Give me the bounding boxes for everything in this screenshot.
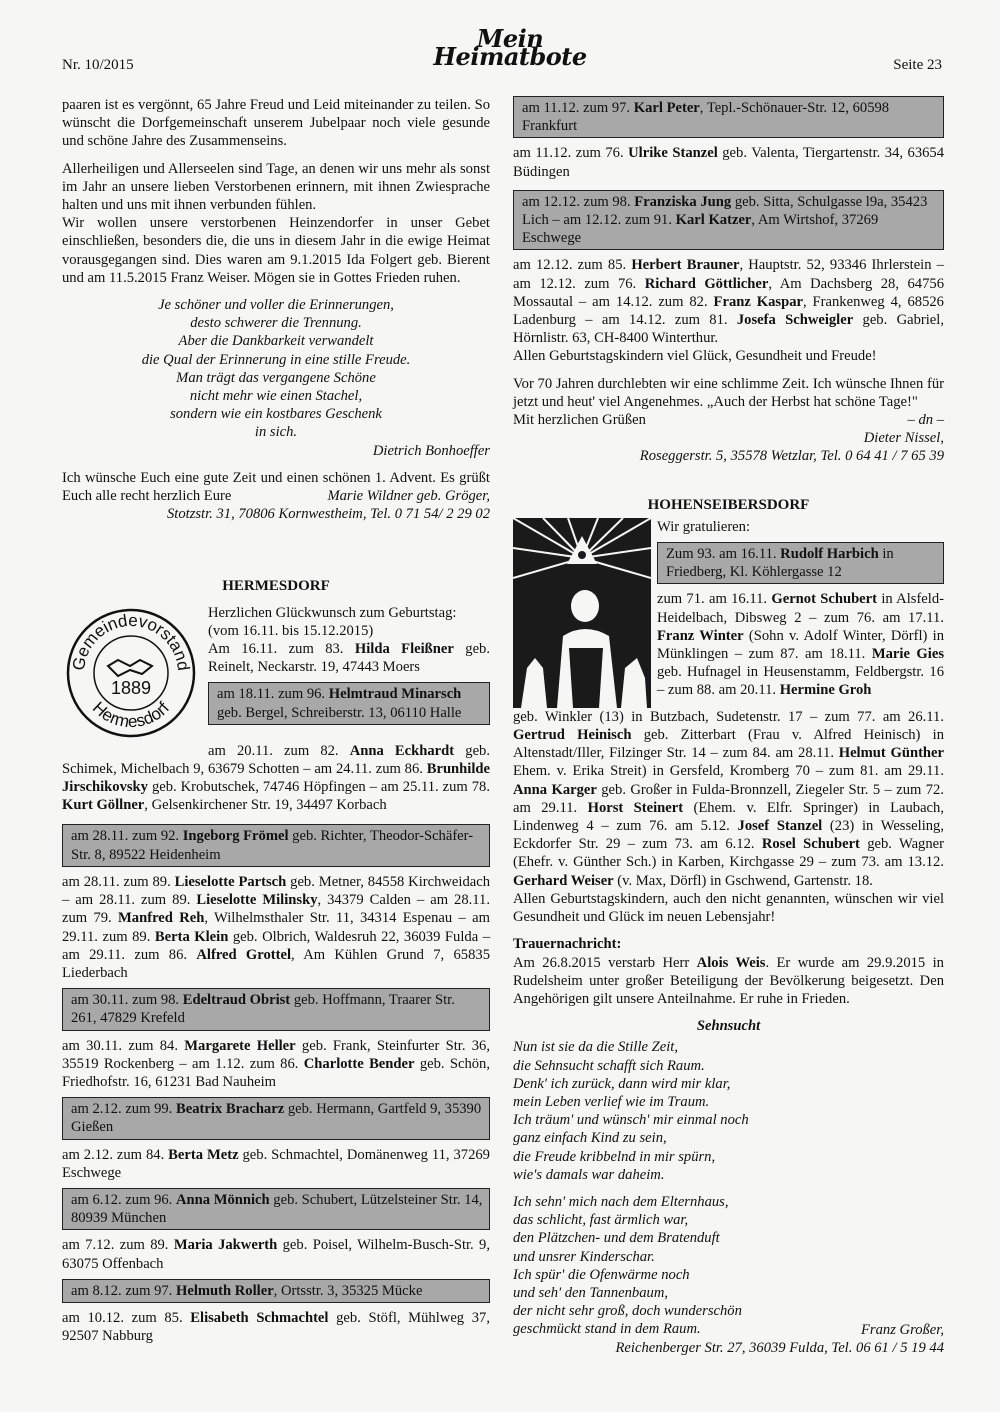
list-item: am 28.11. zum 89. Lieselotte Partsch geb. Metner, 84558 Kirchweidach – am 28.11. zum 89. Lieselotte Milinsky, 34379 Calden – am 28.11. zum 79. Manfred Reh, Wilhelmsthaler Str. 11, 34314 Espenau – am 29.11. zum 89. Berta Klein geb. Olbrich, Waldesruh 22, 36039 Fulda – am 29.11. zum 86. Alfred Grottel, Am Kühlen Grund 7, 65835 Liederbach <box>62 873 491 981</box>
section-heading: HERMESDORF <box>222 578 330 595</box>
highlight-box: am 11.12. zum 97. Karl Peter, Tepl.-Schönauer-Str. 12, 60598 Frankfurt <box>513 96 944 138</box>
page-number: Seite 23 <box>893 57 942 73</box>
hohenseibersdorf-intro <box>513 518 944 708</box>
obituary-text: Am 26.8.2015 verstarb Herr Alois Weis. Er wurde am 29.9.2015 in Rudelsheim unter großer Beteiligung der Bevölkerung beigesetzt. Den Angehörigen gilt unsere Anteilnahme. Er ruhe in Frieden. <box>513 954 944 1007</box>
section-heading: HOHENSEIBERSDORF <box>647 496 810 513</box>
paragraph: Ich wünsche Euch eine gute Zeit und einen schönen 1. Advent. Es grüßt Euch alle recht herzlich Eure Marie Wildner geb. Gröger, <box>62 469 490 505</box>
seal-top-text: Gemeindevorstand <box>68 610 194 672</box>
poem-line: in sich. <box>254 424 298 441</box>
poem-line: die Qual der Erinnerung in eine stille Freude. <box>141 351 411 368</box>
address: Reichenberger Str. 27, 36039 Fulda, Tel. 06 61 / 5 19 44 <box>615 1339 944 1356</box>
obituary-heading: Trauernachricht: <box>513 936 622 953</box>
intro-text: Herzlichen Glückwunsch zum Geburtstag: (vom 16.11. bis 15.12.2015) Am 16.11. zum 83. Hilda Fleißner geb. Reinelt, Neckarstr. 19, 47443 Moers am 18.11. zum 96. Helmtraud Minarsch geb. Bergel, Schreiberstr. 13, 06110 Halle <box>208 604 490 742</box>
left-column <box>62 96 490 1345</box>
signature: Franz Großer, <box>861 1321 944 1338</box>
woodcut-illustration-icon <box>513 518 651 708</box>
highlight-box: am 12.12. zum 98. Franziska Jung geb. Sitta, Schulgasse l9a, 35423 Lich – am 12.12. zum 91. Karl Katzer, Am Wirtshof, 37269 Eschwege <box>513 190 944 251</box>
highlight-box: am 28.11. zum 92. Ingeborg Frömel geb. Richter, Theodor-Schäfer-Str. 8, 89522 Heidenheim <box>62 824 490 866</box>
intro-text: Wir gratulieren: Zum 93. am 16.11. Rudolf Harbich in Friedberg, Kl. Köhlergasse 12 zum 71. am 16.11. Gernot Schubert in Alsfeld-Heidelbach, Dibsweg 2 – zum 76. am 17.11. Franz Winter (Sohn v. Adolf Winter, Dörfl) in Münklingen – zum 87. am 18.11. Marie Gies geb. Hufnagel in Heusenstamm, Feldbergstr. 16 – zum 88. am 20.11. Hermine Groh <box>657 518 944 699</box>
hermesdorf-intro <box>62 604 490 742</box>
list-item: geb. Winkler (13) in Butzbach, Sudetenstr. 17 – zum 77. am 26.11. Gertrud Heinisch geb. Zitterbart (Frau v. Alfred Heinisch) in Altenstadt/Iller, Filzinger Str. 14 – zum 84. am 28.11. Helmut Günther Ehem. v. Erika Streit) in Gersfeld, Kromberg 70 – zum 81. am 29.11. Anna Karger geb. Großer in Fulda-Bronnzell, Ziegeler Str. 5 – zum 72. am 29.11. Horst Steinert (Ehem. v. Elfr. Springer) in Laubach, Lindenweg 4 – zum 76. am 5.12. Josef Stanzel (23) in Wesseling, Eckdorfer Str. 29 – zum 73. am 6.12. Rosel Schubert geb. Wagner (Ehefr. v. Günther Sch.) in Karben, Kirchgasse 29 – zum 73. am 13.12. Gerhard Weiser (v. Max, Dörfl) in Gschwend, Gartenstr. 18. <box>513 708 944 889</box>
poem-line: nicht mehr wie einen Stachel, <box>189 388 363 405</box>
paragraph: Allerheiligen und Allerseelen sind Tage, an denen wir uns mehr als sonst im Jahr an unsere lieben Verstorbenen erinnern, mit ihnen Zwiesprache halten und uns mit ihnen verbunden fühlen. <box>62 160 490 214</box>
svg-text:Gemeindevorstand <box>69 611 193 672</box>
list-item: am 2.12. zum 84. Berta Metz geb. Schmachtel, Domänenweg 11, 37269 Eschwege <box>62 1146 490 1181</box>
list-item: am 20.11. zum 82. Anna Eckhardt geb. Schimek, Michelbach 9, 63679 Schotten – am 24.11. zum 86. Brunhilde Jirschikovsky geb. Krobutschek, 74746 Höpfingen – am 25.11. zum 78. Kurt Göllner, Gelsenkirchener Str. 19, 34497 Korbach <box>62 742 491 814</box>
municipal-seal-icon <box>62 604 200 742</box>
list-item: am 30.11. zum 84. Margarete Heller geb. Frank, Steinfurter Str. 36, 35519 Rockenberg – am 1.12. zum 86. Charlotte Bender geb. Schön, Friedhofstr. 16, 61231 Bad Nauheim <box>62 1037 491 1090</box>
address: Stotzstr. 31, 70806 Kornwestheim, Tel. 0 71 54/ 2 29 02 <box>167 506 490 523</box>
highlight-box: Zum 93. am 16.11. Rudolf Harbich in Friedberg, Kl. Köhlergasse 12 <box>657 542 944 584</box>
highlight-box: am 30.11. zum 98. Edeltraud Obrist geb. Hoffmann, Traarer Str. 261, 47829 Krefeld <box>62 988 490 1030</box>
highlight-box: am 18.11. zum 96. Helmtraud Minarsch geb. Bergel, Schreiberstr. 13, 06110 Halle <box>208 682 490 724</box>
poem: Nun ist sie da die Stille Zeit, die Sehnsucht schafft sich Raum. Denk' ich zurück, dann wird mir klar, mein Leben verlief wie im Traum. Ich träum' und wünsch' mir einmal noch ganz einfach Kind zu sein, die Freude kribbelnd in mir spürn, wie's damals war daheim. <box>513 1039 749 1183</box>
svg-text:Hermesdorf <box>89 698 173 731</box>
seal-bottom-text: Hermesdorf <box>88 697 174 732</box>
poem <box>62 296 490 442</box>
list-item: zum 71. am 16.11. Gernot Schubert in Alsfeld-Heidelbach, Dibsweg 2 – zum 76. am 17.11. Franz Winter (Sohn v. Adolf Winter, Dörfl) in Münklingen – zum 87. am 18.11. Marie Gies geb. Hufnagel in Heusenstamm, Feldbergstr. 16 – zum 88. am 20.11. Hermine Groh <box>657 591 944 699</box>
paragraph: Vor 70 Jahren durchlebten wir eine schlimme Zeit. Ich wünsche Ihnen für jetzt und heut' viel Angenehmes. „Auch der Herbst hat schöne Tage!" <box>513 375 944 410</box>
poem-line: sondern wie ein kostbares Geschenk <box>170 406 382 423</box>
highlight-box: am 8.12. zum 97. Helmuth Roller, Ortsstr. 3, 35325 Mücke <box>62 1279 490 1303</box>
signature: Marie Wildner geb. Gröger, <box>327 488 490 505</box>
poem-line: Je schöner und voller die Erinnerungen, <box>158 297 394 314</box>
list-item: am 12.12. zum 85. Herbert Brauner, Hauptstr. 52, 93346 Ihrlerstein – am 12.12. zum 76. Richard Göttlicher, Am Dachsberg 28, 64756 Mossautal – am 14.12. zum 82. Franz Kaspar, Frankenweg 4, 68526 Ladenburg – am 14.12. zum 81. Josefa Schweigler geb. Gabriel, Hörnlistr. 63, CH-8400 Winterthur. <box>513 257 944 347</box>
poem-author: Dietrich Bonhoeffer <box>372 442 490 459</box>
issue-number: Nr. 10/2015 <box>62 57 134 73</box>
paragraph: Allen Geburtstagskindern viel Glück, Gesundheit und Freude! <box>513 348 877 365</box>
list-item: am 10.12. zum 85. Elisabeth Schmachtel geb. Stöfl, Mühlweg 37, 92507 Nabburg <box>62 1309 490 1345</box>
paragraph: Wir wollen unsere verstorbenen Heinzendorfer in unser Gebet einschließen, besonders die, die uns in diesem Jahr in die ewige Heimat vorausgegangen sind. Dies waren am 9.1.2015 Ida Folgert geb. Bierent und am 11.5.2015 Franz Weiser. Mögen sie in Gottes Frieden ruhen. <box>62 215 490 286</box>
address: Roseggerstr. 5, 35578 Wetzlar, Tel. 0 64 41 / 7 65 39 <box>639 448 944 465</box>
poem-line: Man trägt das vergangene Schöne <box>176 369 376 386</box>
right-column <box>513 96 944 1357</box>
highlight-box: am 6.12. zum 96. Anna Mönnich geb. Schubert, Lützelsteiner Str. 14, 80939 München <box>62 1188 490 1230</box>
masthead-title: Mein Heimatbote <box>433 24 587 72</box>
poem: Ich sehn' mich nach dem Elternhaus, das schlicht, fast ärmlich war, den Plätzchen- und dem Bratenduft und unsrer Kinderschar. Ich spür' die Ofenwärme noch und seh' den Tannenbaum, der nicht sehr groß, doch wunderschön geschmückt stand in dem Raum. <box>513 1193 742 1338</box>
poem-line: desto schwerer die Trennung. <box>190 315 362 332</box>
list-item: am 7.12. zum 89. Maria Jakwerth geb. Poisel, Wilhelm-Busch-Str. 9, 63075 Offenbach <box>62 1237 491 1272</box>
poem-title: Sehnsucht <box>696 1018 761 1035</box>
paragraph: paaren ist es vergönnt, 65 Jahre Freud und Leid miteinander zu teilen. So wünscht die Dorfgemeinschaft unserem Jubelpaar noch viele gesunde und schöne Jahre des Zusammenseins. <box>62 97 490 150</box>
seal-year: 1889 <box>110 677 152 698</box>
greeting: Mit herzlichen Grüßen – dn – <box>513 412 944 429</box>
paragraph: Allen Geburtstagskindern, auch den nicht genannten, wünschen wir viel Gesundheit und Glück im neuen Lebensjahr! <box>513 890 944 926</box>
list-item: Am 16.11. zum 83. Hilda Fleißner geb. Reinelt, Neckarstr. 19, 47443 Moers <box>208 641 490 676</box>
highlight-box: am 2.12. zum 99. Beatrix Bracharz geb. Hermann, Gartfeld 9, 35390 Gießen <box>62 1097 490 1139</box>
poem-line: Aber die Dankbarkeit verwandelt <box>178 333 374 350</box>
signature: Dieter Nissel, <box>863 430 944 447</box>
list-item: am 11.12. zum 76. Ulrike Stanzel geb. Valenta, Tiergartenstr. 34, 63654 Büdingen <box>513 145 945 180</box>
